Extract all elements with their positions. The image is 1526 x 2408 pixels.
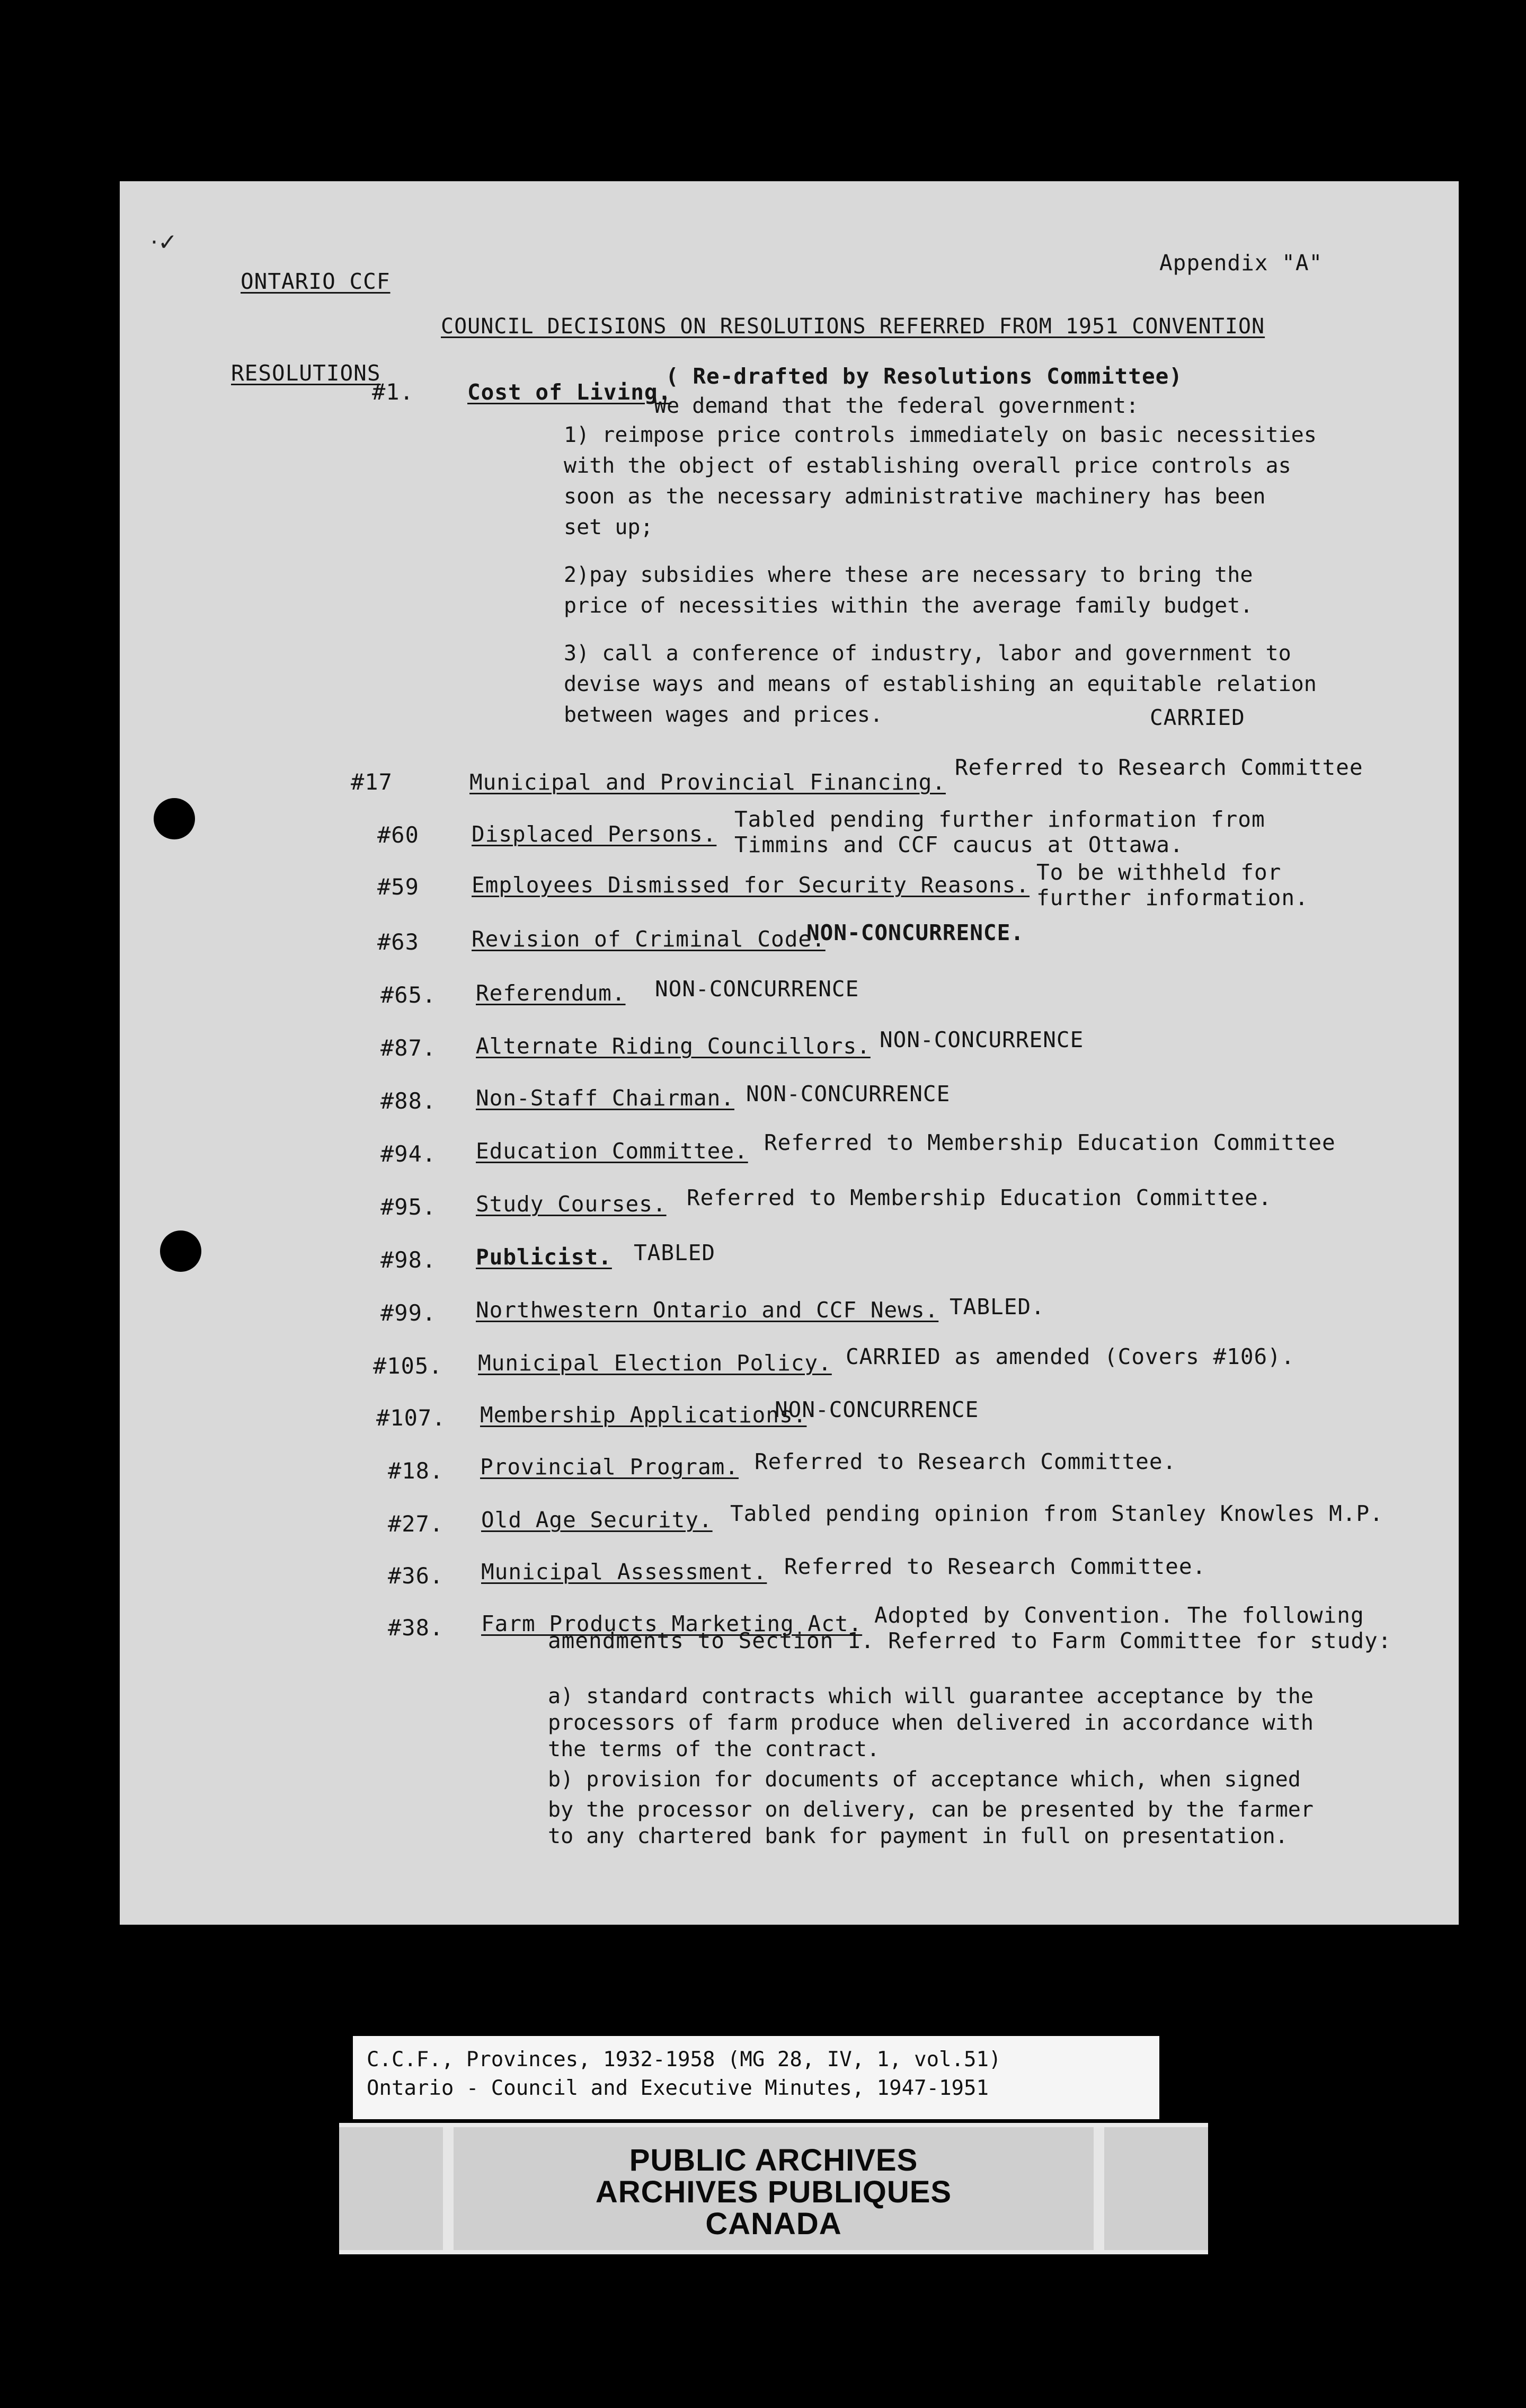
entry-decision: NON-CONCURRENCE. [806, 920, 1024, 945]
org-label: ONTARIO CCF [241, 269, 391, 294]
archive-stamp [339, 2123, 1208, 2254]
body-line: with the object of establishing overall price controls as [564, 454, 1291, 478]
check-mark-icon: ·✓ [150, 229, 178, 256]
document-title: COUNCIL DECISIONS ON RESOLUTIONS REFERRED FROM 1951 CONVENTION [441, 314, 1265, 339]
body-line: b) provision for documents of acceptance which, when signed [548, 1767, 1301, 1792]
entry-decision: Tabled pending further information from [734, 807, 1265, 832]
entry-title: Referendum. [476, 980, 626, 1006]
entry-decision-cont: Timmins and CCF caucus at Ottawa. [734, 832, 1184, 857]
entry-number: #27. [388, 1511, 444, 1537]
entry-decision-cont: further information. [1036, 885, 1309, 910]
entry-decision: NON-CONCURRENCE [880, 1027, 1084, 1052]
body-line: by the processor on delivery, can be presented by the farmer [548, 1798, 1314, 1822]
entry-decision: NON-CONCURRENCE [655, 976, 859, 1002]
entry-number: #107. [376, 1405, 446, 1431]
entry-number: #59 [377, 874, 419, 900]
entry-title: Old Age Security. [481, 1507, 713, 1533]
entry-decision: Referred to Membership Education Committee. [687, 1185, 1272, 1210]
entry-number: #95. [380, 1194, 437, 1220]
entry-number: #18. [388, 1458, 444, 1484]
document-page [120, 181, 1459, 1925]
resolution-38-items [548, 1683, 1314, 1849]
stamp-line: CANADA [705, 2207, 842, 2241]
entry-decision: NON-CONCURRENCE [746, 1081, 951, 1106]
entry-decision: Referred to Research Committee. [755, 1449, 1177, 1474]
entry-title: Municipal and Provincial Financing. [469, 769, 946, 795]
entry-number: #63 [377, 929, 419, 955]
entry-decision: Adopted by Convention. The following [874, 1603, 1364, 1628]
punch-hole-icon [160, 1230, 201, 1272]
body-line: 1) reimpose price controls immediately on basic necessities [564, 423, 1317, 447]
entry-decision-cont: amendments to Section 1. Referred to Farm Committee for study: [548, 1628, 1392, 1653]
body-line: processors of farm produce when delivered in accordance with [548, 1711, 1314, 1735]
entry-number: #88. [380, 1088, 437, 1114]
entry-title: Municipal Election Policy. [478, 1350, 832, 1376]
entry-title: Employees Dismissed for Security Reasons. [472, 872, 1030, 898]
entry-number: #36. [388, 1563, 444, 1589]
body-line: set up; [564, 515, 653, 539]
body-line: 3) call a conference of industry, labor and government to [564, 641, 1291, 666]
entry-number: #17 [351, 769, 393, 795]
resolution-body [564, 392, 1317, 730]
entry-number: #99. [380, 1300, 437, 1326]
entry-number: #87. [380, 1035, 437, 1061]
resolution-number: #1. [372, 379, 414, 405]
entry-title: Education Committee. [476, 1138, 748, 1164]
entry-number: #65. [380, 982, 437, 1008]
archive-caption [353, 2036, 1159, 2119]
body-line: the terms of the contract. [548, 1737, 880, 1761]
entry-title: Displaced Persons. [472, 821, 717, 847]
body-line: between wages and prices. [564, 703, 883, 727]
entry-decision: TABLED. [950, 1294, 1045, 1320]
resolution-decision: CARRIED [1150, 705, 1245, 730]
stamp-line: ARCHIVES PUBLIQUES [595, 2175, 952, 2209]
body-line: to any chartered bank for payment in full on presentation. [548, 1824, 1288, 1848]
body-line: soon as the necessary administrative machinery has been [564, 484, 1266, 509]
appendix-label: Appendix "A" [1159, 250, 1323, 276]
entry-title: Northwestern Ontario and CCF News. [476, 1297, 939, 1323]
entry-decision: Referred to Membership Education Committee [764, 1130, 1336, 1155]
entry-title: Farm Products Marketing Act. [481, 1611, 863, 1636]
entry-title: Study Courses. [476, 1191, 667, 1217]
entry-title: Revision of Criminal Code. [472, 926, 826, 952]
resolutions-heading: RESOLUTIONS [231, 360, 381, 386]
entry-number: #94. [380, 1141, 437, 1167]
entry-number: #60 [377, 822, 419, 848]
entry-title: Alternate Riding Councillors. [476, 1033, 871, 1059]
entry-title: Membership Applications. [480, 1402, 807, 1428]
entry-number: #105. [373, 1353, 443, 1379]
body-line [564, 543, 1317, 560]
caption-line: Ontario - Council and Executive Minutes, 1947-1951 [367, 2076, 989, 2100]
caption-line: C.C.F., Provinces, 1932-1958 (MG 28, IV, 1, vol.51) [367, 2048, 1001, 2071]
entry-number: #98. [380, 1247, 437, 1273]
body-line: devise ways and means of establishing an equitable relation [564, 672, 1317, 696]
body-line [564, 621, 1317, 638]
entry-number: #38. [388, 1615, 444, 1641]
entry-decision: NON-CONCURRENCE [775, 1397, 979, 1422]
body-line: a) standard contracts which will guarantee acceptance by the [548, 1684, 1314, 1708]
stamp-line: PUBLIC ARCHIVES [629, 2143, 918, 2177]
body-line: We demand that the federal government: [654, 394, 1139, 418]
entry-title: Provincial Program. [480, 1454, 739, 1480]
resolution-title: Cost of Living. [467, 379, 672, 405]
entry-decision: To be withheld for [1036, 860, 1282, 885]
entry-decision: Tabled pending opinion from Stanley Knowles M.P. [730, 1501, 1383, 1526]
punch-hole-icon [154, 798, 195, 839]
entry-decision: TABLED [634, 1240, 716, 1265]
entry-title: Publicist. [476, 1244, 612, 1270]
resolution-note: ( Re-drafted by Resolutions Committee) [666, 364, 1183, 389]
entry-decision: Referred to Research Committee [955, 755, 1363, 780]
body-line: price of necessities within the average family budget. [564, 594, 1253, 618]
entry-title: Municipal Assessment. [481, 1559, 767, 1584]
entry-title: Non-Staff Chairman. [476, 1085, 734, 1111]
entry-decision: Referred to Research Committee. [784, 1554, 1206, 1579]
body-line: 2)pay subsidies where these are necessary to bring the [564, 563, 1253, 587]
entry-decision: CARRIED as amended (Covers #106). [846, 1344, 1295, 1369]
